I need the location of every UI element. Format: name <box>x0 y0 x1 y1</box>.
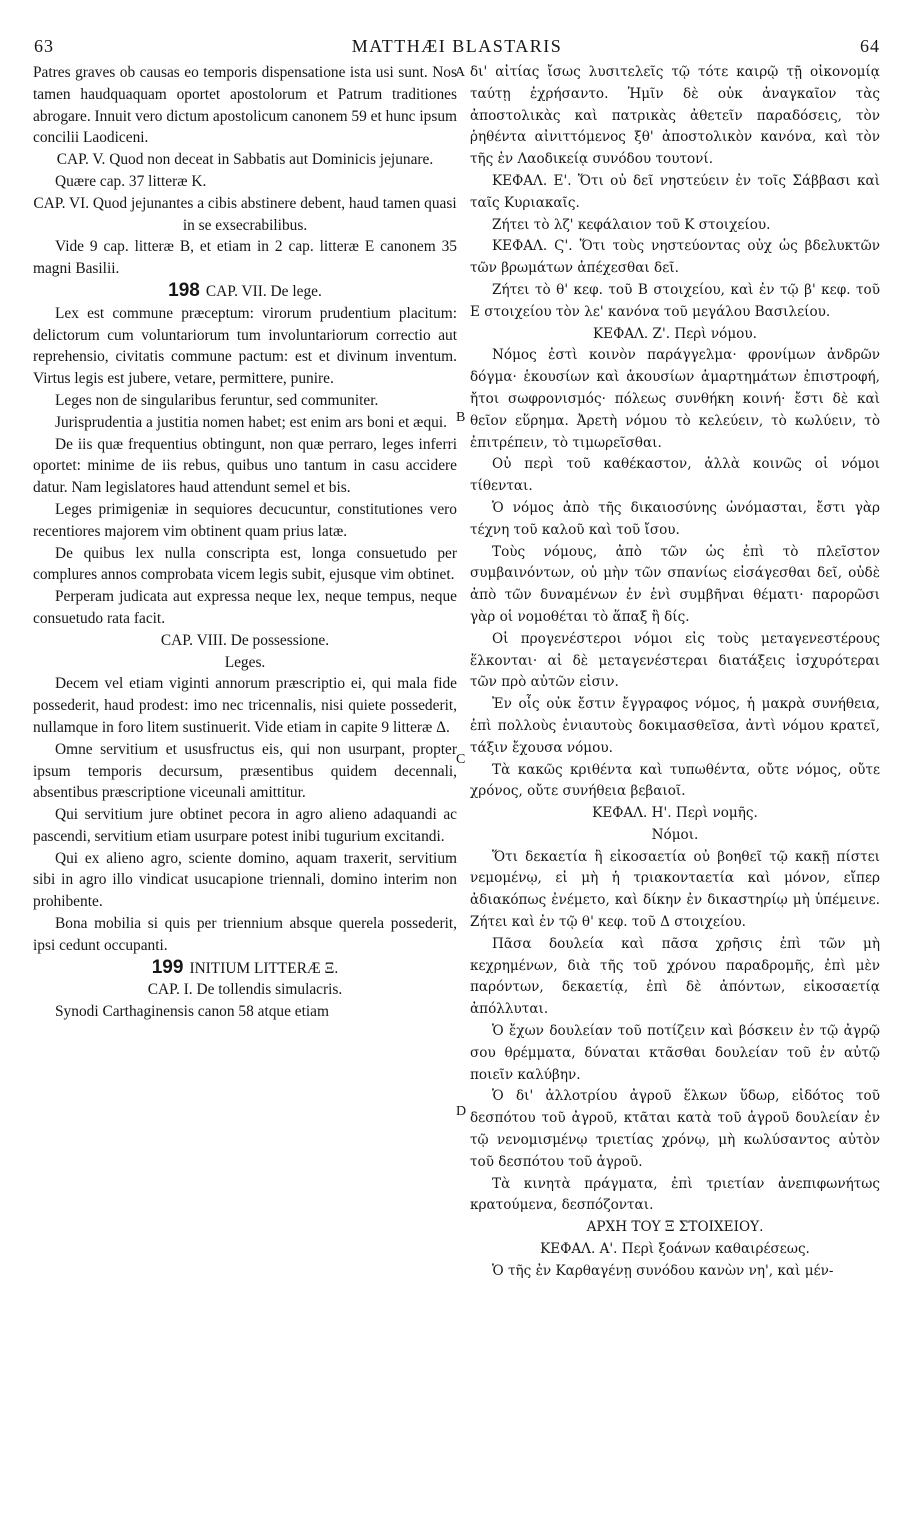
greek-paragraph: Ὁ τῆς ἐν Καρθαγένῃ συνόδου κανὼν νη', καὶ μέν- <box>492 1262 834 1279</box>
cross-reference: Ζήτει τὸ λζ' κεφάλαιον τοῦ Κ στοιχείου. <box>492 216 771 233</box>
chapter-heading: ΚΕΦΑΛ. Α'. Περὶ ξοάνων καθαιρέσεως. <box>540 1241 810 1258</box>
latin-paragraph: Decem vel etiam viginti annorum præscriptio ei, qui mala fide possederit, haud prodest: imo nec tricennalis, nisi quiete possederit, nullamque in foro litem sustinuerit. Vide etiam in capite 9 litteræ Δ. <box>33 675 457 736</box>
greek-column <box>470 62 880 1283</box>
greek-paragraph: Νόμος ἐστὶ κοινὸν παράγγελμα· φρονίμων ἀνδρῶν δόγμα· ἑκουσίων καὶ ἀκουσίων ἁμαρτημάτων ἐπιστροφή, ἤτοι σωφρονισμός· πόλεως συνθήκη κοινή· ἔστι δὲ καὶ θεῖον εὕρημα. Ἀρετὴ νόμου τὸ κελεύειν, τὸ κωλύειν, τὸ ἐπιτρέπειν, τὸ τιμωρεῖσθαι. <box>470 347 880 451</box>
cross-reference: Ζήτει τὸ θ' κεφ. τοῦ Β στοιχείου, καὶ ἐν τῷ β' κεφ. τοῦ Ε στοιχείου τὸν λε' κανόνα τοῦ μεγάλου Βασιλείου. <box>470 281 880 320</box>
margin-letter-a: A <box>455 65 466 80</box>
margin-letter-d: D <box>456 1104 467 1119</box>
page-header <box>34 36 880 62</box>
section-heading-greek: ΑΡΧΗ ΤΟΥ Ξ ΣΤΟΙΧΕΙΟΥ. <box>586 1219 764 1236</box>
latin-paragraph: Patres graves ob causas eo temporis dispensatione ista usi sunt. Nos tamen haudquaquam oportet apostolorum et Patrum traditiones abrogare. Innuit vero dictum apostolicum canonem 59 et hunc ipsum concilii Laodiceni. <box>33 64 457 147</box>
greek-paragraph: Ὁ νόμος ἀπὸ τῆς δικαιοσύνης ὠνόμασται, ἔστι γὰρ τέχνη τοῦ καλοῦ καὶ τοῦ ἴσου. <box>470 499 880 538</box>
greek-paragraph: Οἱ προγενέστεροι νόμοι εἰς τοὺς μεταγενεστέρους ἕλκονται· αἱ δὲ μεταγενέστεραι διατάξεις ἰσχυρότεραι τῶν πρὸ αὐτῶν εἰσιν. <box>470 630 880 691</box>
cross-reference: Vide 9 cap. litteræ B, et etiam in 2 cap. litteræ E canonem 35 magni Basilii. <box>33 238 457 278</box>
latin-paragraph: Leges non de singularibus feruntur, sed communiter. <box>55 391 379 409</box>
page-number-left: 63 <box>34 36 54 56</box>
latin-paragraph: Qui ex alieno agro, sciente domino, aquam traxerit, servitium sibi in agro illo vindicat usucapione triennali, domino interim non prohibente. <box>33 849 457 911</box>
latin-paragraph: Perperam judicata aut expressa neque lex, neque tempus, neque consuetudo rata facit. <box>33 588 457 627</box>
section-number: 198 <box>168 279 200 301</box>
subheading: Leges. <box>224 653 266 671</box>
latin-paragraph: Synodi Carthaginensis canon 58 atque etiam <box>55 1003 329 1021</box>
margin-letter-c: C <box>456 752 466 767</box>
greek-paragraph: Πᾶσα δουλεία καὶ πᾶσα χρῆσις ἐπὶ τῶν μὴ κεχρημένων, διὰ τῆς τοῦ χρόνου παραδρομῆς, ἐπὶ μὲν παρόντων, δεκαετίᾳ, ἐπὶ δὲ ἀπόντων, εἰκοσαετίᾳ ἀπόλλυται. <box>470 935 880 1018</box>
section-number: 199 <box>151 956 184 978</box>
greek-paragraph: Ὅτι δεκαετία ἢ εἰκοσαετία οὐ βοηθεῖ τῷ κακῇ πίστει νεμομένῳ, εἰ μὴ ἡ τριακονταετία καὶ μόνον, εἴπερ ἀδιακόπως ἐνέμετο, καὶ δίκην ἐν δικαστηρίῳ μὴ ὑπέμεινε. Ζήτει καὶ ἐν τῷ θ' κεφ. τοῦ Δ στοιχείου. <box>470 848 880 931</box>
greek-paragraph: Οὐ περὶ τοῦ καθέκαστον, ἀλλὰ κοινῶς οἱ νόμοι τίθενται. <box>470 456 880 495</box>
latin-paragraph: Lex est commune præceptum: virorum prudentium placitum: delictorum cum voluntariorum tum involuntariorum correctio aut reprehensio, civitatis commune pactum: est et divinum inventum. Virtus legis est jubere, vetare, permittere, punire. <box>33 304 457 388</box>
latin-paragraph: Bona mobilia si quis per triennium absque querela possederit, ipsi cedunt occupanti. <box>33 915 457 954</box>
greek-paragraph: Ὁ ἔχων δουλείαν τοῦ ποτίζειν καὶ βόσκειν ἐν τῷ ἀγρῷ σου θρέμματα, δύναται κτᾶσθαι δουλείαν τοῦ ἐν αὐτῷ ποιεῖν καλύβην. <box>470 1023 880 1083</box>
chapter-heading: CAP. I. De tollendis simulacris. <box>147 981 343 999</box>
latin-paragraph: De iis quæ frequentius obtingunt, non quæ perraro, leges inferri oportet: minime de iis rebus, quibus uno tantum in casu accidere datur. Nam legislatores haud attendunt semel et bis. <box>33 435 457 497</box>
greek-paragraph: Ἐν οἷς οὐκ ἔστιν ἔγγραφος νόμος, ἡ μακρὰ συνήθεια, ἐπὶ πολλοὺς ἐνιαυτοὺς δοκιμασθεῖσα, ἀντὶ νόμου κρατεῖ, τάξιν ἔχουσα νόμου. <box>470 696 880 756</box>
greek-paragraph: Τὰ κακῶς κριθέντα καὶ τυπωθέντα, οὔτε νόμος, οὔτε χρόνος, οὔτε συνήθεια βεβαιοῖ. <box>470 761 880 800</box>
latin-paragraph: Qui servitium jure obtinet pecora in agro alieno adaquandi ac pascendi, servitium etiam usurpare potest inibi tugurium excitandi. <box>33 806 457 845</box>
margin-letter-b: B <box>456 410 466 425</box>
section-heading-198 <box>33 280 457 303</box>
latin-paragraph: De quibus lex nulla conscripta est, longa consuetudo per complures annos comprobata vicem legis subit, ejusque vim obtinet. <box>33 544 457 584</box>
latin-paragraph: Jurisprudentia a justitia nomen habet; est enim ars boni et æqui. <box>55 413 447 431</box>
page-number-right: 64 <box>860 36 880 56</box>
latin-paragraph: Omne servitium et ususfructus eis, qui non usurpant, propter ipsum temporis decursum, præsentibus quidem decennali, absentibus præscriptione viceunali amittitur. <box>33 740 457 802</box>
cross-reference: Quære cap. 37 litteræ K. <box>55 172 207 190</box>
chapter-heading: ΚΕΦΑΛ. Ε'. Ὅτι οὐ δεῖ νηστεύειν ἐν τοῖς Σάββασι καὶ ταῖς Κυριακαῖς. <box>470 172 880 211</box>
latin-column <box>33 62 457 1023</box>
greek-paragraph: Ὁ δι' ἀλλοτρίου ἀγροῦ ἕλκων ὕδωρ, εἰδότος τοῦ δεσπότου τοῦ ἀγροῦ, κτᾶται κατὰ τοῦ ἀγροῦ δουλείαν ἐν τῷ νενομισμένῳ τριετίας χρόνῳ, μὴ κωλύσαντος αὐτὸν τοῦ δεσπότου τοῦ ἀγροῦ. <box>470 1088 880 1170</box>
chapter-heading: CAP. V. Quod non deceat in Sabbatis aut Dominicis jejunare. <box>56 151 434 169</box>
section-title: CAP. VII. De lege. <box>205 282 322 300</box>
subheading: Νόμοι. <box>651 826 699 843</box>
chapter-heading: CAP. VI. Quod jejunantes a cibis abstinere debent, haud tamen quasi in se exsecrabilibus. <box>33 194 457 234</box>
greek-paragraph: Τὰ κινητὰ πράγματα, ἐπὶ τριετίαν ἀνεπιφωνήτως κρατούμενα, δεσπόζονται. <box>470 1175 880 1214</box>
greek-paragraph: δι' αἰτίας ἴσως λυσιτελεῖς τῷ τότε καιρῷ τῇ οἰκονομίᾳ ταύτῃ ἐχρήσαντο. Ἡμῖν δὲ οὐκ ἀναγκαῖον τὰς ἀποστολικὰς καὶ πατρικὰς ἀθετεῖν παραδόσεις, τὸν ῥηθέντα αἰνιττόμενος ξθ' ἀποστολικὸν κανόνα, καὶ τὸν τῆς ἐν Λαοδικείᾳ συνόδου τουτονί. <box>470 64 880 168</box>
chapter-heading: ΚΕΦΑΛ. Ϛ'. Ὅτι τοὺς νηστεύοντας οὐχ ὡς βδελυκτῶν τῶν βρωμάτων ἀπέχεσθαι δεῖ. <box>470 238 880 277</box>
chapter-heading: CAP. VIII. De possessione. <box>160 631 330 649</box>
chapter-heading: ΚΕΦΑΛ. Η'. Περὶ νομῆς. <box>592 805 758 822</box>
chapter-heading: ΚΕΦΑΛ. Ζ'. Περὶ νόμου. <box>593 325 757 342</box>
section-heading-199 <box>33 957 457 980</box>
section-title: INITIUM LITTERÆ Ξ. <box>189 959 339 977</box>
greek-paragraph: Τοὺς νόμους, ἀπὸ τῶν ὡς ἐπὶ τὸ πλεῖστον συμβαινόντων, οὐ μὴν τῶν σπανίως εἰσάγεσθαι δεῖ, οὐδὲ ἀπὸ τῶν δυναμένων ἐν ἑνὶ συμβῆναι θέματι· παρορῶσι γὰρ οἱ νομοθέται τὸ ἅπαξ ἢ δίς. <box>470 543 880 625</box>
latin-paragraph: Leges primigeniæ in sequiores decucuntur, constitutiones vero recentiores majorem vim obtinent quam prius latæ. <box>33 500 457 540</box>
running-title: MATTHÆI BLASTARIS <box>351 36 563 56</box>
